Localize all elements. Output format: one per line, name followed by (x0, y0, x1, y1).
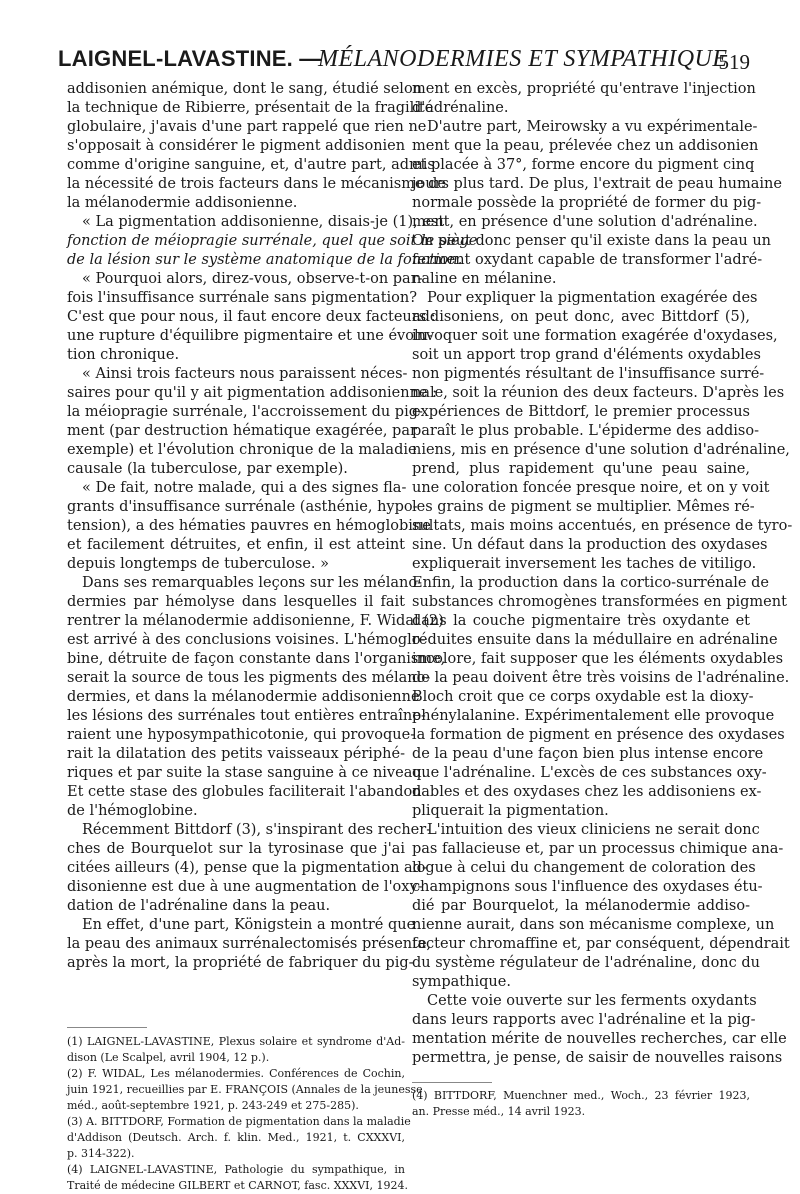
right-column-line: Enfin, la production dans la cortico-surrénale de (412, 575, 769, 591)
left-column-line: tension), a des hématies pauvres en hémoglobine (67, 518, 431, 534)
right-column-line: invoquer soit une formation exagérée d'oxydases, (412, 328, 778, 344)
right-column-line: Pour expliquer la pigmentation exagérée des (427, 290, 758, 306)
footnotes-left-line: d'Addison (Deutsch. Arch. f. klin. Med., 1921, t. CXXXVI, (67, 1131, 405, 1144)
right-column-line: naline en mélanine. (412, 271, 557, 287)
running-header (58, 46, 750, 80)
left-column-line: Et cette stase des globules faciliterait l'abandon (67, 784, 422, 800)
left-column-line: dermies par hémolyse dans lesquelles il fait (67, 594, 405, 610)
footnotes-left-line: (1) LAIGNEL-LAVASTINE, Plexus solaire et syndrome d'Ad- (67, 1035, 405, 1048)
header-title: MÉLANODERMIES ET SYMPATHIQUE (318, 46, 728, 72)
left-column-line: En effet, d'une part, Königstein a montré que (82, 917, 416, 933)
right-column-line: incolore, fait supposer que les éléments oxydables (412, 651, 784, 667)
right-column-line: non pigmentés résultant de l'insuffisance surré- (412, 366, 765, 382)
left-column-line: la peau des animaux surrénalectomisés présente, (67, 936, 432, 952)
left-column-line: tion chronique. (67, 347, 180, 363)
right-column-line: expériences de Bittdorf, le premier processus (412, 404, 750, 420)
right-column-line: sympathique. (412, 974, 511, 990)
right-column-line: dans leurs rapports avec l'adrénaline et la pig- (412, 1012, 756, 1028)
left-column-line: dation de l'adrénaline dans la peau. (67, 898, 331, 914)
footnotes-right (412, 1088, 750, 1120)
left-column-line: dermies, et dans la mélanodermie addisonienne (67, 689, 420, 705)
left-column-line: C'est que pour nous, il faut encore deux facteurs : (67, 309, 436, 325)
footnotes-left-line: p. 314-322). (67, 1147, 135, 1160)
left-column-line: s'opposait à considérer le pigment addisonien (67, 138, 406, 154)
left-column-line: les lésions des surrénales tout entières entraîne- (67, 708, 426, 724)
left-column-line: fois l'insuffisance surrénale sans pigmentation? (67, 290, 417, 306)
right-column-line: paraît le plus probable. L'épiderme des addiso- (412, 423, 759, 439)
right-column-line: sine. Un défaut dans la production des oxydases (412, 537, 768, 553)
right-column-line: D'autre part, Meirowsky a vu expérimentale- (427, 119, 758, 135)
left-column-line: disonienne est due à une augmentation de l'oxy- (67, 879, 423, 895)
footnotes-right-line: an. Presse méd., 14 avril 1923. (412, 1105, 586, 1118)
right-column-line: la formation de pigment en présence des oxydases (412, 727, 785, 743)
right-column-line: normale possède la propriété de former du pig- (412, 195, 762, 211)
left-column-line: ment (par destruction hématique exagérée, par (67, 423, 417, 439)
left-column-line: addisonien anémique, dont le sang, étudié selon (67, 81, 423, 97)
right-column-line: de la peau d'une façon bien plus intense encore (412, 746, 764, 762)
right-column-line: Cette voie ouverte sur les ferments oxydants (427, 993, 757, 1009)
right-column-line: logue à celui du changement de coloration des (412, 860, 756, 876)
left-column-line: « Ainsi trois facteurs nous paraissent néces- (82, 366, 408, 382)
left-column-line: globulaire, j'avais d'une part rappelé que rien ne (67, 119, 427, 135)
left-column-line: rentrer la mélanodermie addisonienne, F. Widal (2) (67, 613, 444, 629)
right-column-line: et placée à 37°, forme encore du pigment cinq (412, 157, 755, 173)
right-column-line: L'intuition des vieux cliniciens ne serait donc (427, 822, 760, 838)
left-column-line: fonction de méiopragie surrénale, quel que soit le siège (67, 233, 478, 249)
right-column-line: mentation mérite de nouvelles recherches, car elle (412, 1031, 787, 1047)
right-column-line: ment que la peau, prélevée chez un addisonien (412, 138, 759, 154)
right-column-line: sultats, mais moins accentués, en présence de tyro- (412, 518, 793, 534)
right-column-line: prend, plus rapidement qu'une peau saine, (412, 461, 750, 477)
footnotes-right-line: (4) BITTDORF, Muenchner med., Woch., 23 février 1923, (412, 1089, 750, 1102)
left-column-line: causale (la tuberculose, par exemple). (67, 461, 348, 477)
footnotes-left-line: (3) A. BITTDORF, Formation de pigmentation dans la maladie (67, 1115, 411, 1128)
right-column-line: On peut donc penser qu'il existe dans la peau un (412, 233, 772, 249)
left-column-line: ches de Bourquelot sur la tyrosinase que j'ai (67, 841, 405, 857)
right-column-line: d'adrénaline. (412, 100, 509, 116)
left-column-line: raient une hyposympathicotonie, qui provoque- (67, 727, 416, 743)
right-column-line: Bloch croit que ce corps oxydable est la dioxy- (412, 689, 754, 705)
right-column-line: une coloration foncée presque noire, et on y voit (412, 480, 770, 496)
right-column-line: dans la couche pigmentaire très oxydante et (412, 613, 750, 629)
left-column-line: Dans ses remarquables leçons sur les mélano- (82, 575, 423, 591)
header-author: LAIGNEL-LAVASTINE. — (58, 46, 322, 71)
right-column-line: soit un apport trop grand d'éléments oxydables (412, 347, 761, 363)
footnote-rule-right (412, 1082, 492, 1083)
left-column-line: citées ailleurs (4), pense que la pigmentation ad- (67, 860, 427, 876)
left-column-line: Récemment Bittdorf (3), s'inspirant des recher- (82, 822, 432, 838)
right-column-line: niens, mis en présence d'une solution d'adrénaline, (412, 442, 790, 458)
right-column-line: ment, en présence d'une solution d'adrénaline. (412, 214, 758, 230)
left-column-line: une rupture d'équilibre pigmentaire et une évolu- (67, 328, 433, 344)
page-number: 519 (718, 50, 750, 74)
right-column-line: du système régulateur de l'adrénaline, donc du (412, 955, 760, 971)
right-column (412, 80, 793, 1068)
left-column-line: après la mort, la propriété de fabriquer du pig- (67, 955, 414, 971)
right-column-line: de la peau doivent être très voisins de l'adrénaline. (412, 670, 790, 686)
left-column-line: « La pigmentation addisonienne, disais-je (1), est (82, 214, 445, 230)
left-column-line: la nécessité de trois facteurs dans le mécanisme de (67, 176, 447, 192)
right-column-line: ment en excès, propriété qu'entrave l'injection (412, 81, 756, 97)
left-column-line: et facilement détruites, et enfin, il est atteint (67, 537, 405, 553)
left-column-line: de l'hémoglobine. (67, 803, 198, 819)
footnotes-left-line: (4) LAIGNEL-LAVASTINE, Pathologie du sympathique, in (67, 1163, 405, 1176)
footnotes-left-line: méd., août-septembre 1921, p. 243-249 et 275-285). (67, 1099, 359, 1112)
right-column-line: ferment oxydant capable de transformer l'adré- (412, 252, 763, 268)
right-column-line: nienne aurait, dans son mécanisme complexe, un (412, 917, 775, 933)
left-column-line: riques et par suite la stase sanguine à ce niveau. (67, 765, 427, 781)
left-column-line: « De fait, notre malade, qui a des signes fla- (82, 480, 407, 496)
left-column-line: bine, détruite de façon constante dans l'organisme, (67, 651, 446, 667)
left-column-line: exemple) et l'évolution chronique de la maladie (67, 442, 417, 458)
left-column-line: rait la dilatation des petits vaisseaux périphé- (67, 746, 405, 762)
footnote-rule-left (67, 1027, 147, 1028)
left-column-line: comme d'origine sanguine, et, d'autre part, admis (67, 157, 435, 173)
right-column-line: dables et des oxydases chez les addisoniens ex- (412, 784, 762, 800)
left-column-line: de la lésion sur le système anatomique de la fonction. (67, 252, 463, 268)
left-column-line: la technique de Ribierre, présentait de la fragilité (67, 100, 434, 116)
right-column-line: les grains de pigment se multiplier. Mêmes ré- (412, 499, 755, 515)
right-column-line: champignons sous l'influence des oxydases étu- (412, 879, 763, 895)
right-column-line: permettra, je pense, de saisir de nouvelles raisons (412, 1050, 783, 1066)
footnotes-left-line: juin 1921, recueillies par E. FRANÇOIS (Annales de la jeunesse (67, 1083, 423, 1096)
left-column-line: « Pourquoi alors, direz-vous, observe-t-on par- (82, 271, 423, 287)
left-column-line: est arrivé à des conclusions voisines. L'hémoglo- (67, 632, 426, 648)
right-column-line: addisoniens, on peut donc, avec Bittdorf (5), (412, 309, 750, 325)
right-column-line: facteur chromaffine et, par conséquent, dépendrait (412, 936, 790, 952)
right-column-line: que l'adrénaline. L'excès de ces substances oxy- (412, 765, 767, 781)
right-column-line: phénylalanine. Expérimentalement elle provoque (412, 708, 775, 724)
left-column-line: la méiopragie surrénale, l'accroissement du pig- (67, 404, 423, 420)
right-column-line: jours plus tard. De plus, l'extrait de peau humaine (412, 176, 782, 192)
left-column-line: serait la source de tous les pigments des mélano- (67, 670, 431, 686)
right-column-line: nale, soit la réunion des deux facteurs. D'après les (412, 385, 785, 401)
right-column-line: expliquerait inversement les taches de vitiligo. (412, 556, 757, 572)
footnotes-left-line: dison (Le Scalpel, avril 1904, 12 p.). (67, 1051, 270, 1064)
footnotes-left-line: Traité de médecine GILBERT et CARNOT, fasc. XXXVI, 1924. (67, 1179, 408, 1192)
right-column-line: dié par Bourquelot, la mélanodermie addiso- (412, 898, 750, 914)
left-column-line: depuis longtemps de tuberculose. » (67, 556, 330, 572)
right-column-line: pliquerait la pigmentation. (412, 803, 609, 819)
footnotes-left (67, 1034, 423, 1194)
left-column-line: saires pour qu'il y ait pigmentation addisonienne : (67, 385, 437, 401)
right-column-line: réduites ensuite dans la médullaire en adrénaline (412, 632, 778, 648)
right-column-line: pas fallacieuse et, par un processus chimique ana- (412, 841, 784, 857)
right-column-line: substances chromogènes transformées en pigment (412, 594, 787, 610)
left-column-line: la mélanodermie addisonienne. (67, 195, 298, 211)
left-column-line: grants d'insuffisance surrénale (asthénie, hypo- (67, 499, 418, 515)
footnotes-left-line: (2) F. WIDAL, Les mélanodermies. Conférences de Cochin, (67, 1067, 405, 1080)
